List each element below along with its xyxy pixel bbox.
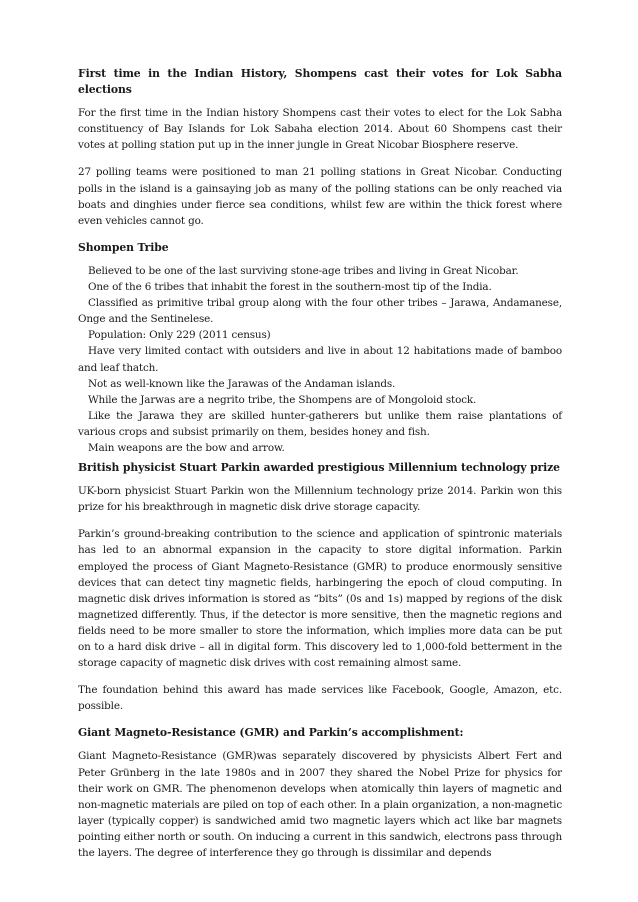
list-item: Not as well-known like the Jarawas of the Andaman islands. — [88, 377, 396, 390]
document-page — [78, 66, 562, 872]
shompen-facts-list — [78, 263, 562, 456]
list-item: Population: Only 229 (2011 census) — [88, 329, 271, 342]
paragraph: For the first time in the Indian history Shompens cast their votes to elect for the Lok Sabha constituency of Bay Islands for Lok Sabaha election 2014. About 60 Shompens cast their votes at polling station put up in the inner jungle in Great Nicobar Biosphere reserve. — [78, 107, 562, 152]
list-item: Main weapons are the bow and arrow. — [88, 441, 285, 454]
paragraph: Parkin’s ground-breaking contribution to the science and application of spintronic materials has led to an abnormal expansion in the capacity to store digital information. Parkin employed the process of Giant Magneto-Resistance (GMR) to produce enormously sensitive devices that can detect tiny magnetic fields, harbingering the epoch of cloud computing. In magnetic disk drives information is stored as “bits” (0s and 1s) mapped by regions of the disk magnetized differently. Thus, if the detector is more sensitive, then the magnetic regions and fields need to be more smaller to store the information, which implies more data can be put on to a hard disk drive – all in digital form. This discovery led to 1,000-fold betterment in the storage capacity of magnetic disk drives with cost remaining almost same. — [78, 528, 562, 670]
article-heading-shompens-votes: First time in the Indian History, Shompens cast their votes for Lok Sabha elections — [78, 67, 562, 97]
paragraph: The foundation behind this award has made services like Facebook, Google, Amazon, etc. possible. — [78, 684, 562, 713]
list-item: While the Jarwas are a negrito tribe, the Shompens are of Mongoloid stock. — [88, 393, 477, 406]
section-heading-shompen-tribe: Shompen Tribe — [78, 240, 169, 254]
list-item: Like the Jarawa they are skilled hunter-gatherers but unlike them raise plantations of various crops and subsist primarily on them, besides honey and fish. — [78, 409, 562, 438]
paragraph: UK-born physicist Stuart Parkin won the Millennium technology prize 2014. Parkin won this prize for his breakthrough in magnetic disk drive storage capacity. — [78, 485, 562, 514]
list-item: Believed to be one of the last surviving stone-age tribes and living in Great Nicobar. — [88, 264, 519, 277]
paragraph: 27 polling teams were positioned to man 21 polling stations in Great Nicobar. Conducting polls in the island is a gainsaying job as many of the polling stations can be only reached via boats and dinghies under fierce sea conditions, whilst few are within the thick forest where even vehicles cannot go. — [78, 166, 562, 227]
article-heading-parkin-prize: British physicist Stuart Parkin awarded prestigious Millennium technology prize — [78, 461, 560, 475]
section-heading-gmr: Giant Magneto-Resistance (GMR) and Parkin’s accomplishment: — [78, 726, 464, 740]
list-item: Classified as primitive tribal group along with the four other tribes – Jarawa, Andamanese, Onge and the Sentinelese. — [78, 297, 562, 326]
paragraph: Giant Magneto-Resistance (GMR)was separately discovered by physicists Albert Fert and Peter Grünberg in the late 1980s and in 2007 they shared the Nobel Prize for physics for their work on GMR. The phenomenon develops when atomically thin layers of magnetic and non-magnetic materials are piled on top of each other. In a plain organization, a non-magnetic layer (typically copper) is sandwiched amid two magnetic layers which act like bar magnets pointing either north or south. On inducing a current in this sandwich, electrons pass through the layers. The degree of interference they go through is dissimilar and depends — [78, 750, 562, 860]
list-item: Have very limited contact with outsiders and live in about 12 habitations made of bamboo and leaf thatch. — [78, 345, 562, 374]
list-item: One of the 6 tribes that inhabit the forest in the southern-most tip of the India. — [88, 281, 492, 294]
